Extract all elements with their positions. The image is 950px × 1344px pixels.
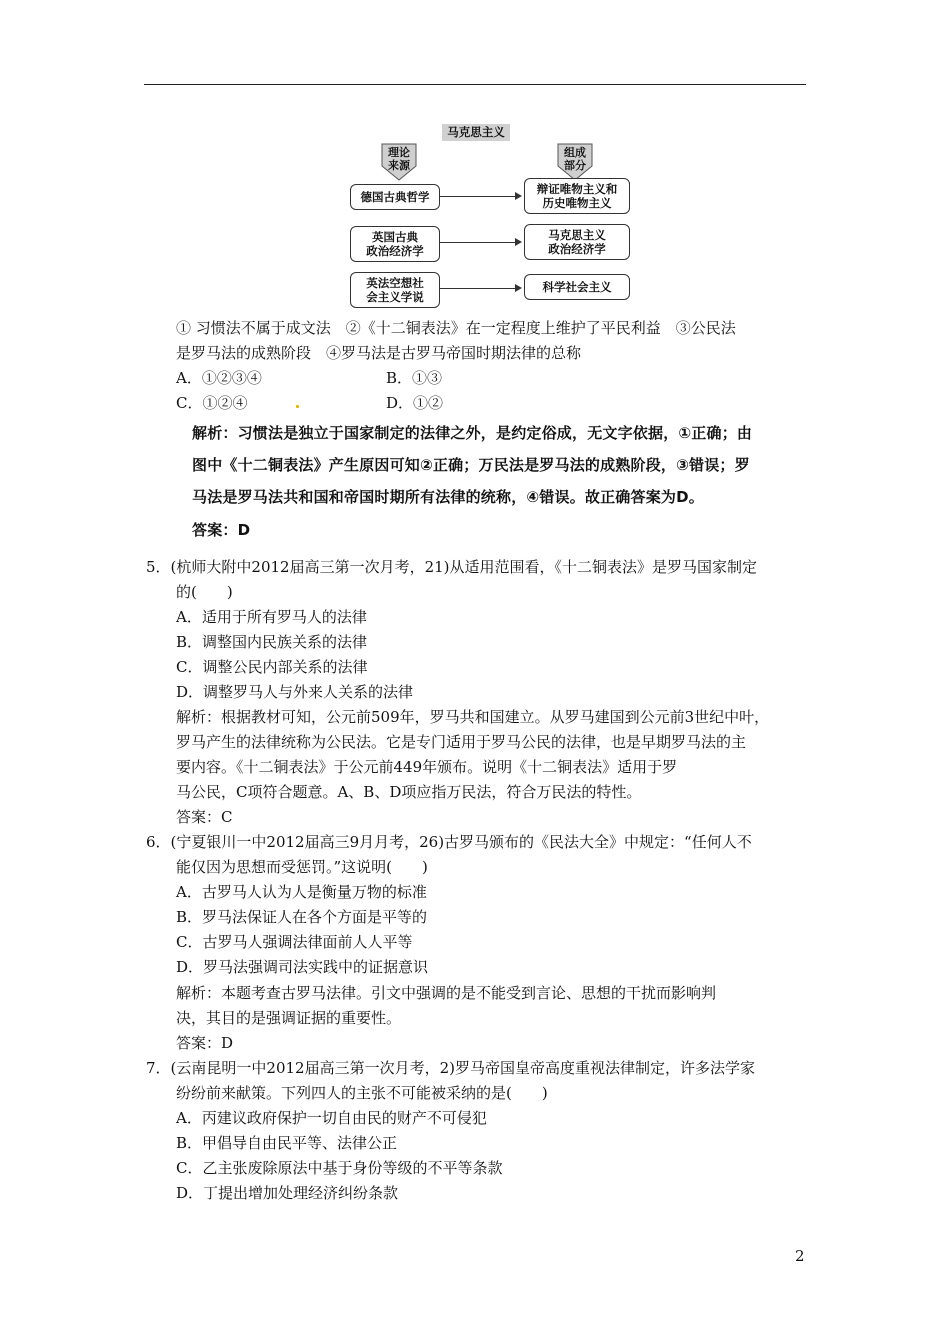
q7-option-b: B．甲倡导自由民平等、法律公正 [176,1134,398,1152]
q4-option-d: D．①② [386,394,444,412]
q7-option-c: C．乙主张废除原法中基于身份等级的不平等条款 [176,1159,503,1177]
q4-option-b: B．①③ [386,369,443,387]
q4-analysis-line2: 图中《十二铜表法》产生原因可知②正确；万民法是罗马法的成熟阶段，③错误；罗 [192,456,750,474]
component-box-materialism [524,178,630,214]
q6-option-b: B．罗马法保证人在各个方面是平等的 [176,908,428,926]
source-arrow-line1: 理论 [388,146,410,159]
q5-answer: 答案：C [176,808,233,826]
q5-option-a: A．适用于所有罗马人的法律 [176,608,367,626]
q4-analysis-line3: 马法是罗马法共和国和帝国时期所有法律的统称，④错误。故正确答案为D。 [192,488,704,506]
q4-stem-line2: 是罗马法的成熟阶段 ④罗马法是古罗马帝国时期法律的总称 [176,344,582,362]
q6-option-d: D．罗马法强调司法实践中的证据意识 [176,958,429,976]
component-label: 马克思主义 [548,228,606,242]
connector-arrow-icon [440,288,520,289]
page-number: 2 [795,1247,805,1265]
q5-analysis-line3: 要内容。《十二铜表法》于公元前449年颁布。说明《十二铜表法》适用于罗 [176,758,678,776]
q6-analysis-line1: 解析：本题考查古罗马法律。引文中强调的是不能受到言论、思想的干扰而影响判 [176,984,717,1002]
q5-stem-line1: 5．(杭师大附中2012届高三第一次月考，21)从适用范围看，《十二铜表法》是罗马国家制定 [146,558,758,576]
q7-stem-line2: 纷纷前来献策。下列四人的主张不可能被采纳的是( ) [176,1084,548,1102]
marxism-diagram [340,118,640,313]
header-rule [144,84,806,85]
component-label: 历史唯物主义 [542,196,612,210]
component-arrow-line1: 组成 [564,146,586,159]
source-arrow-line2: 来源 [388,159,410,172]
q6-stem-line1: 6．(宁夏银川一中2012届高三9月月考，26)古罗马颁布的《民法大全》中规定：“任何人不 [146,833,752,851]
q7-option-d: D．丁提出增加处理经济纠纷条款 [176,1184,399,1202]
q4-option-a: A．①②③④ [176,369,262,387]
q5-option-b: B．调整国内民族关系的法律 [176,633,368,651]
q5-stem-line2: 的( ) [176,583,233,601]
q5-option-c: C．调整公民内部关系的法律 [176,658,368,676]
q5-analysis-line2: 罗马产生的法律统称为公民法。它是专门适用于罗马公民的法律，也是早期罗马法的主 [176,733,747,751]
q7-option-a: A．丙建议政府保护一切自由民的财产不可侵犯 [176,1109,487,1127]
connector-arrow-icon [440,196,520,197]
source-label: 英法空想社 [366,276,424,290]
q6-analysis-line2: 决，其目的是强调证据的重要性。 [176,1009,402,1027]
component-label: 科学社会主义 [542,280,612,294]
source-label: 会主义学说 [366,290,424,304]
component-arrow-icon [554,142,596,182]
q4-stem-line1: ① 习惯法不属于成文法 ②《十二铜表法》在一定程度上维护了平民利益 ③公民法 [176,319,736,337]
diagram-title: 马克思主义 [442,124,510,141]
q5-option-d: D．调整罗马人与外来人关系的法律 [176,683,414,701]
q6-option-a: A．古罗马人认为人是衡量万物的标准 [176,883,427,901]
source-label: 英国古典 [372,230,418,244]
source-label: 政治经济学 [366,244,424,258]
component-arrow-line2: 部分 [564,159,586,172]
source-box-german-philosophy [350,184,440,210]
source-box-utopian-socialism [350,272,440,308]
connector-arrow-icon [440,242,520,243]
q4-analysis-line1: 解析：习惯法是独立于国家制定的法律之外，是约定俗成，无文字依据，①正确；由 [192,424,753,442]
q4-option-c: C．①②④ [176,394,248,412]
source-label: 德国古典哲学 [360,190,430,204]
q5-analysis-line1: 解析：根据教材可知，公元前509年，罗马共和国建立。从罗马建国到公元前3世纪中叶， [176,708,770,726]
q5-analysis-line4: 马公民，C项符合题意。A、B、D项应指万民法，符合万民法的特性。 [176,783,642,801]
q6-option-c: C．古罗马人强调法律面前人人平等 [176,933,413,951]
q4-answer: 答案：D [192,521,251,539]
q6-stem-line2: 能仅因为思想而受惩罚。”这说明( ) [176,858,428,876]
component-label: 辩证唯物主义和 [536,182,618,196]
source-arrow-icon [378,142,420,182]
source-box-british-economics [350,226,440,262]
component-label: 政治经济学 [548,242,606,256]
q7-stem-line1: 7．(云南昆明一中2012届高三第一次月考，2)罗马帝国皇帝高度重视法律制定，许多法学家 [146,1059,755,1077]
q6-answer: 答案：D [176,1034,234,1052]
component-box-political-economy [524,224,630,260]
component-box-scientific-socialism [524,274,630,300]
stray-mark [296,405,299,408]
